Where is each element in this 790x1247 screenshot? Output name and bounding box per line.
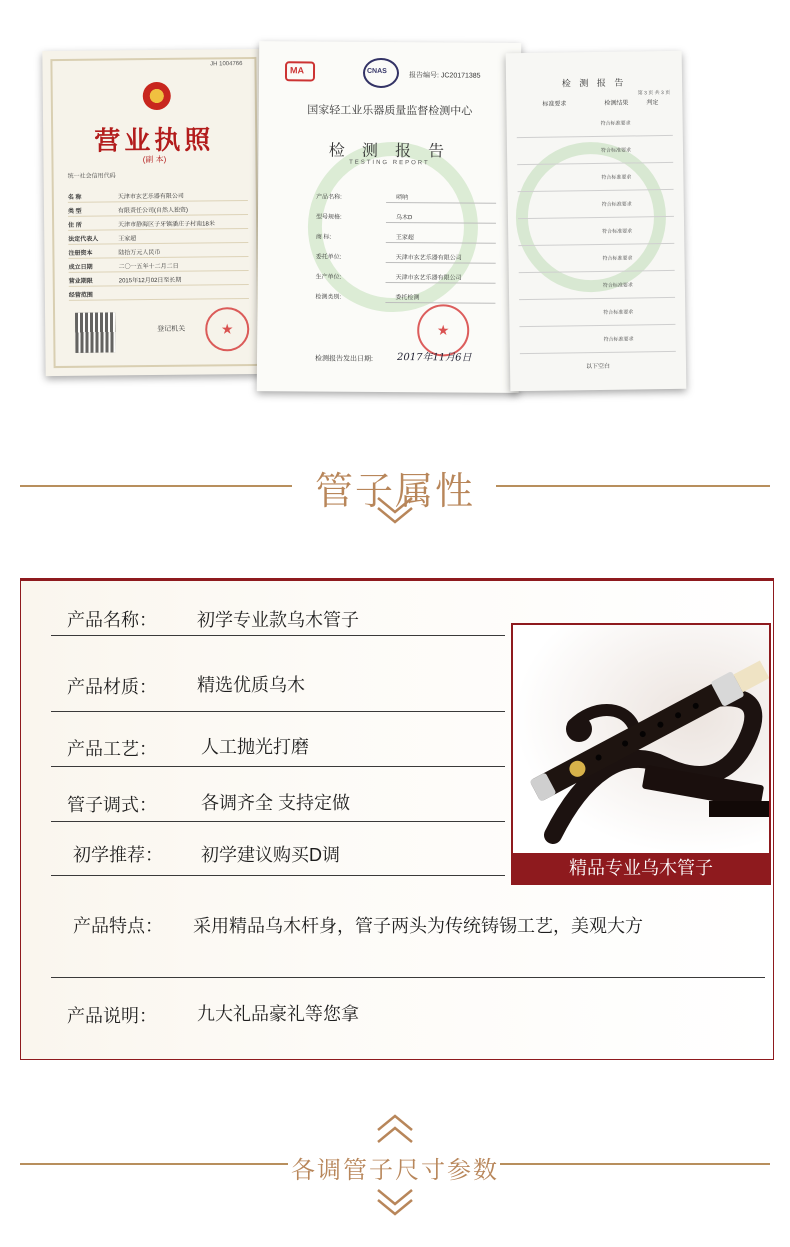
license-field-label: 法定代表人	[68, 236, 99, 243]
attr-label-description: 产品说明：	[67, 1006, 157, 1026]
report-row-result: 符合标准要求	[602, 282, 633, 289]
report-field-value: 天津市玄艺乐器有限公司	[395, 275, 462, 282]
attr-value-material: 精选优质乌木	[197, 675, 305, 695]
report-col-judge: 判定	[646, 100, 659, 107]
report-field-label: 产品名称:	[316, 194, 342, 201]
report-table-row	[519, 298, 675, 327]
report-col-item: 标准要求	[542, 101, 567, 108]
testing-report-cover-image	[257, 41, 521, 393]
report-issue-date: 2017年11月6日	[396, 352, 472, 364]
report-number: 报告编号: JC20171385	[408, 72, 481, 80]
report-field-value: 委托检测	[395, 295, 420, 302]
license-field-value: 天津市玄艺乐器有限公司	[117, 193, 184, 201]
guanzi-pipe-illustration	[513, 625, 769, 855]
report-table-row	[516, 109, 672, 138]
license-fields	[68, 187, 249, 301]
license-title: 营业执照	[94, 125, 215, 157]
attributes-panel	[20, 578, 774, 1060]
attr-label-recommend: 初学推荐：	[73, 845, 163, 865]
report-field-underline	[386, 222, 496, 224]
license-field-value: 天津市静海区子牙镇潘庄子村南18米	[118, 221, 215, 229]
report-row-result: 符合标准要求	[602, 255, 633, 262]
license-field-row	[69, 285, 249, 301]
attr-value-name: 初学专业款乌木管子	[197, 610, 359, 630]
attr-label-key: 管子调式：	[67, 795, 157, 815]
separator	[51, 875, 505, 876]
report-field-row	[316, 227, 506, 248]
report-table-row	[518, 244, 674, 273]
section-header-attributes	[0, 440, 790, 540]
certificates-area	[0, 0, 790, 420]
product-image	[511, 623, 771, 885]
business-license-image	[42, 49, 267, 376]
license-red-stamp	[205, 307, 249, 351]
separator	[51, 635, 505, 636]
license-field-value: 王家超	[118, 236, 137, 243]
report-page-title: 检 测 报 告	[561, 77, 627, 89]
report-field-label: 型号规格:	[315, 214, 342, 221]
report-field-row	[316, 187, 506, 208]
license-field-value: 2015年12月02日至长期	[118, 277, 182, 285]
attr-value-feature: 采用精品乌木杆身，管子两头为传统铸锡工艺，美观大方	[193, 916, 643, 936]
report-row-result: 符合标准要求	[601, 174, 632, 181]
report-table-row	[517, 163, 673, 192]
qr-code-icon	[75, 312, 115, 352]
report-table-row	[517, 136, 673, 165]
section-title-attributes: 管子属性	[314, 471, 475, 513]
double-chevron-down-icon	[372, 492, 418, 526]
report-field-underline	[386, 282, 496, 284]
report-page-number: 第 3 页 共 3 页	[637, 89, 671, 97]
attr-label-name: 产品名称：	[67, 610, 157, 630]
report-field-row	[316, 207, 506, 228]
separator	[51, 766, 505, 767]
double-chevron-up-icon	[372, 1112, 418, 1146]
report-rows	[516, 109, 675, 354]
report-table-row	[518, 217, 674, 246]
report-row-result: 符合标准要求	[600, 120, 631, 127]
license-serial: JH 1004766	[210, 61, 243, 68]
separator	[51, 977, 765, 978]
license-field-label: 名 称	[67, 194, 82, 201]
report-title-en: TESTING REPORT	[349, 159, 430, 167]
license-field-label: 类 型	[67, 208, 82, 215]
report-field-value: 唢呐	[396, 195, 409, 202]
attr-label-feature: 产品特点：	[73, 916, 163, 936]
ma-logo-icon: MA	[285, 61, 315, 81]
license-field-label: 成立日期	[68, 264, 93, 271]
report-row-result: 符合标准要求	[603, 309, 634, 316]
report-row-result: 符合标准要求	[602, 228, 633, 235]
report-field-row	[315, 287, 505, 308]
report-field-label: 委托单位:	[315, 254, 342, 261]
report-title: 检 测 报 告	[328, 140, 451, 161]
license-field-label: 注册资本	[68, 250, 93, 257]
license-credit-label: 统一社会信用代码	[67, 173, 116, 180]
attr-value-recommend: 初学建议购买D调	[201, 845, 340, 865]
report-field-value: 王家超	[395, 235, 414, 242]
report-fields	[315, 187, 506, 308]
separator	[51, 711, 505, 712]
license-field-label: 经营范围	[68, 292, 93, 299]
report-page-footer: 以下空白	[585, 363, 611, 371]
report-field-underline	[386, 262, 496, 264]
report-field-row	[316, 247, 506, 268]
report-issue-label: 检测报告发出日期:	[314, 355, 373, 363]
license-subtitle: (副 本)	[142, 154, 167, 165]
license-field-label: 住 所	[68, 222, 82, 229]
section-header-dimensions	[0, 1110, 790, 1247]
report-row-result: 符合标准要求	[600, 147, 632, 154]
report-field-label: 检测类别:	[315, 294, 342, 301]
separator	[51, 821, 505, 822]
cnas-logo-icon: CNAS	[363, 58, 399, 88]
section-title-dimensions: 各调管子尺寸参数	[291, 1157, 499, 1184]
report-col-result: 检测结果	[604, 100, 629, 107]
report-table-row	[519, 271, 675, 300]
attr-value-description: 九大礼品豪礼等您拿	[197, 1004, 359, 1024]
license-field-value: 二〇一五年十二月二日	[118, 263, 179, 271]
testing-report-page-image	[506, 51, 687, 391]
report-field-underline	[386, 202, 496, 204]
report-field-underline	[386, 242, 496, 244]
attr-label-material: 产品材质：	[67, 677, 157, 697]
report-table-row	[519, 325, 675, 354]
national-emblem-icon	[143, 82, 171, 110]
license-authority: 登记机关	[157, 325, 186, 333]
report-table-row	[518, 190, 674, 219]
report-field-label: 商 标:	[315, 234, 332, 241]
product-caption: 精品专业乌木管子	[513, 853, 769, 883]
license-field-value: 陆拾万元人民币	[118, 249, 161, 257]
report-field-row	[316, 267, 506, 288]
report-row-result: 符合标准要求	[601, 201, 632, 208]
report-field-value: 天津市玄艺乐器有限公司	[395, 255, 462, 262]
attr-label-craft: 产品工艺：	[67, 739, 157, 759]
report-row-result: 符合标准要求	[603, 336, 634, 343]
license-field-value: 有限责任公司(自然人独资)	[117, 207, 189, 215]
report-field-label: 生产单位:	[315, 274, 342, 281]
report-center-name: 国家轻工业乐器质量监督检测中心	[307, 104, 473, 118]
report-field-value: 乌木D	[395, 215, 413, 222]
double-chevron-down-icon	[372, 1184, 418, 1218]
attr-value-key: 各调齐全 支持定做	[201, 793, 351, 813]
license-field-label: 营业期限	[68, 278, 93, 285]
attr-value-craft: 人工抛光打磨	[201, 737, 309, 757]
